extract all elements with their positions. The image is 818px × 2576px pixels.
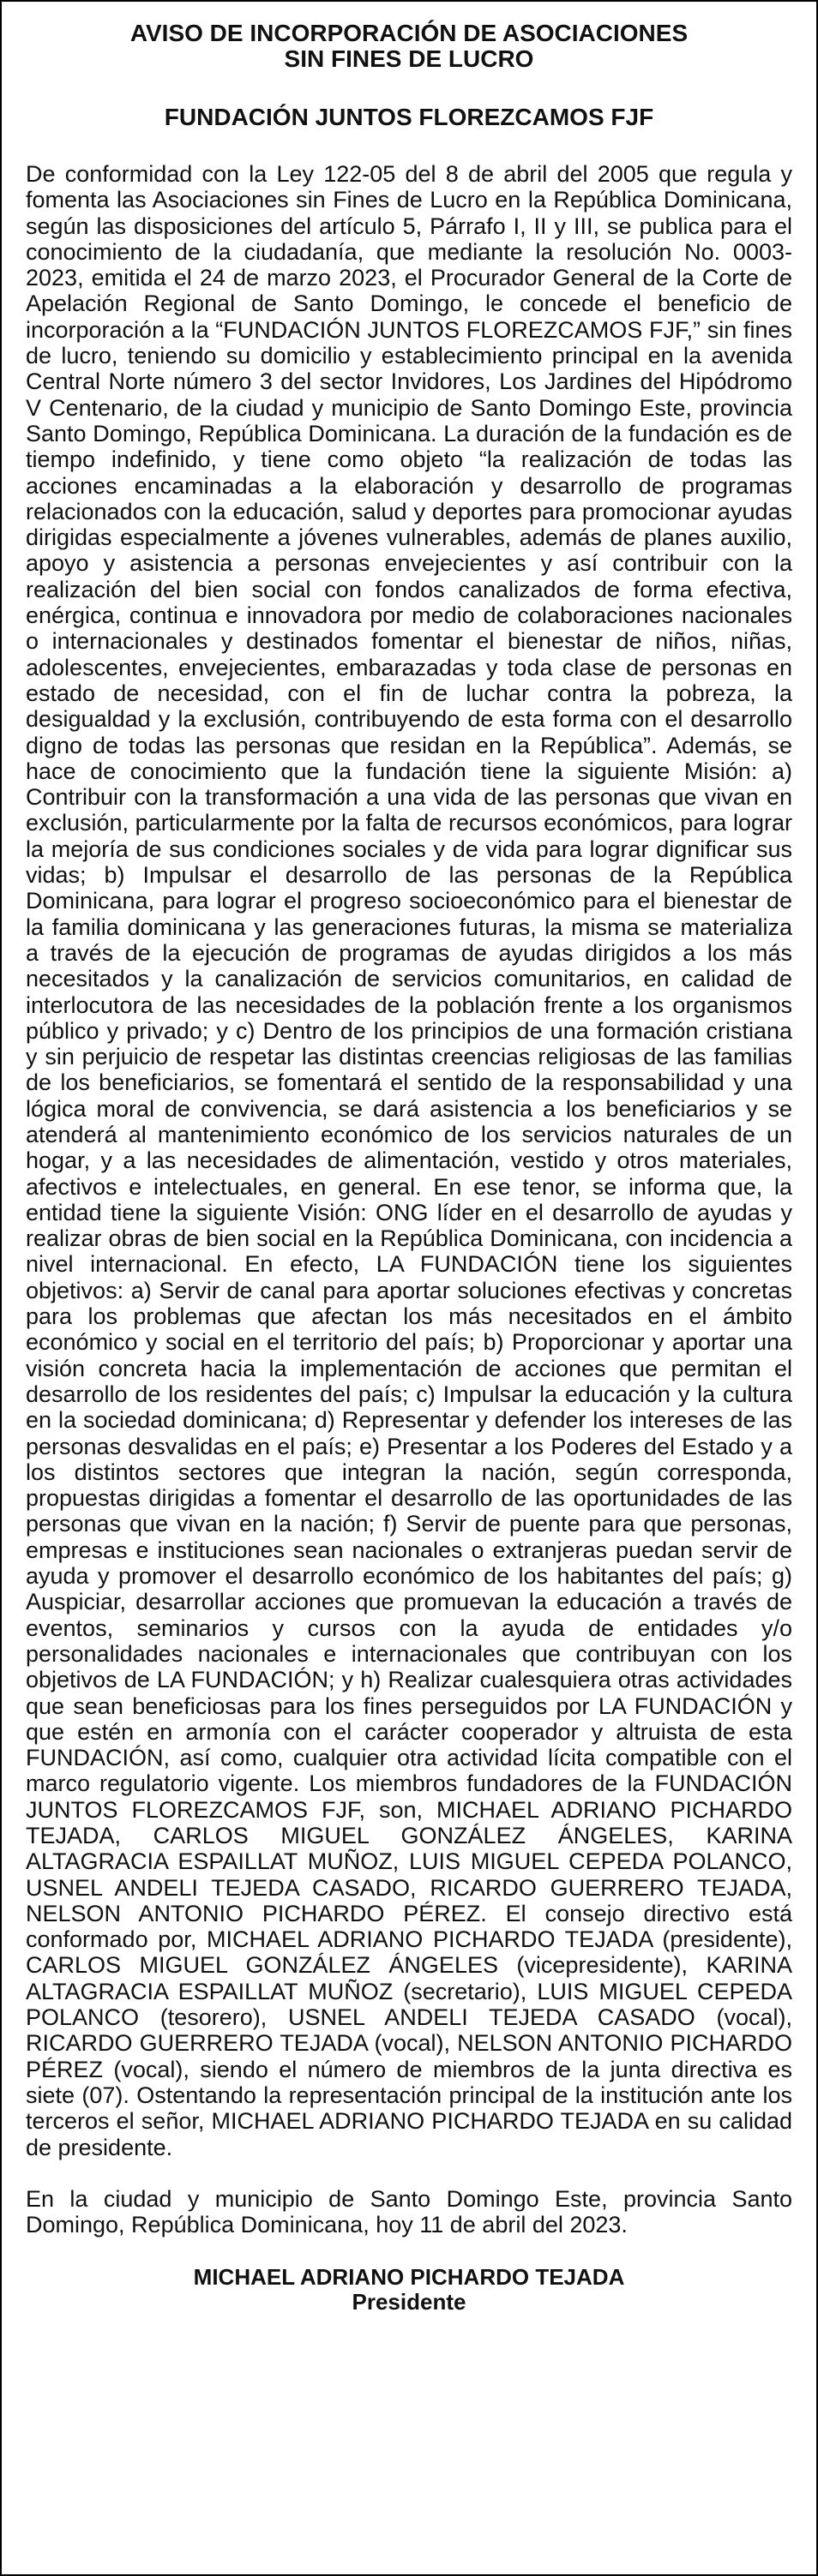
- closing-statement: En la ciudad y municipio de Santo Domingo Este, provincia Santo Domingo, República Dominicana, hoy 11 de abril del 2023.: [26, 2185, 792, 2238]
- notice-heading: [26, 21, 792, 72]
- signatory-name: MICHAEL ADRIANO PICHARDO TEJADA: [193, 2264, 625, 2291]
- heading-line-2: SIN FINES DE LUCRO: [284, 45, 534, 72]
- heading-line-1: AVISO DE INCORPORACIÓN DE ASOCIACIONES: [129, 20, 689, 46]
- foundation-name: FUNDACIÓN JUNTOS FLOREZCAMOS FJF: [164, 104, 654, 130]
- notice-body: De conformidad con la Ley 122-05 del 8 de abril del 2005 que regula y fomenta las Asociaciones sin Fines de Lucro en la República Dominicana, según las disposiciones del artículo 5, Párrafo I, II y III, se publica para el conocimiento de la ciudadanía, que mediante la resolución No. 0003-2023, emitida el 24 de marzo 2023, el Procurador General de la Corte de Apelación Regional de Santo Domingo, le concede el beneficio de incorporación a la “FUNDACIÓN JUNTOS FLOREZCAMOS FJF,” sin fines de lucro, teniendo su domicilio y establecimiento principal en la avenida Central Norte número 3 del sector Invidores, Los Jardines del Hipódromo V Centenario, de la ciudad y municipio de Santo Domingo Este, provincia Santo Domingo, República Dominicana. La duración de la fundación es de tiempo indefinido, y tiene como objeto “la realización de todas las acciones encaminadas a la elaboración y desarrollo de programas relacionados con la educación, salud y deportes para promocionar ayudas dirigidas especialmente a jóvenes vulnerables, además de planes auxilio, apoyo y asistencia a personas envejecientes y así contribuir con la realización del bien social con fondos canalizados de forma efectiva, enérgica, continua e innovadora por medio de colaboraciones nacionales o internacionales y destinados fomentar el bienestar de niños, niñas, adolescentes, envejecientes, embarazadas y toda clase de personas en estado de necesidad, con el fin de luchar contra la pobreza, la desigualdad y la exclusión, contribuyendo de esta forma con el desarrollo digno de todas las personas que residan en la República”. Además, se hace de conocimiento que la fundación tiene la siguiente Misión: a) Contribuir con la transformación a una vida de las personas que vivan en exclusión, particularmente por la falta de recursos económicos, para lograr la mejoría de sus condiciones sociales y de vida para lograr dignificar sus vidas; b) Impulsar el desarrollo de las personas de la República Dominicana, para lograr el progreso socioeconómico para el bienestar de la familia dominicana y las generaciones futuras, la misma se materializa a través de la ejecución de programas de ayudas dirigidos a los más necesitados y la canalización de servicios comunitarios, en calidad de interlocutora de las necesidades de la población frente a los organismos público y privado; y c) Dentro de los principios de una formación cristiana y sin perjuicio de respetar las distintas creencias religiosas de las familias de los beneficiarios, se fomentará el sentido de la responsabilidad y una lógica moral de convivencia, se dará asistencia a los beneficiarios y se atenderá al mantenimiento económico de los servicios naturales de un hogar, y a las necesidades de alimentación, vestido y otros materiales, afectivos e intelectuales, en general. En ese tenor, se informa que, la entidad tiene la siguiente Visión: ONG líder en el desarrollo de ayudas y realizar obras de bien social en la República Dominicana, con incidencia a nivel internacional. En efecto, LA FUNDACIÓN tiene los siguientes objetivos: a) Servir de canal para aportar soluciones efectivas y concretas para los problemas que afectan los más necesitados en el ámbito económico y social en el territorio del país; b) Proporcionar y aportar una visión concreta hacia la implementación de acciones que permitan el desarrollo de los residentes del país; c) Impulsar la educación y la cultura en la sociedad dominicana; d) Representar y defender los intereses de las personas desvalidas en el país; e) Presentar a los Poderes del Estado y a los distintos sectores que integran la nación, según corresponda, propuestas dirigidas a fomentar el desarrollo de las oportunidades de las personas que vivan en la nación; f) Servir de puente para que personas, empresas e instituciones sean nacionales o extranjeras puedan servir de ayuda y promover el desarrollo económico de los habitantes del país; g) Auspiciar, desarrollar acciones que promuevan la educación a través de eventos, seminarios y cursos con la ayuda de entidades y/o personalidades nacionales e internacionales que contribuyan con los objetivos de LA FUNDACIÓN; y h) Realizar cualesquiera otras actividades que sean beneficiosas para los fines perseguidos por LA FUNDACIÓN y que estén en armonía con el carácter cooperador y altruista de esta FUNDACIÓN, así como, cualquier otra actividad lícita compatible con el marco regulatorio vigente. Los miembros fundadores de la FUNDACIÓN JUNTOS FLOREZCAMOS FJF, son, MICHAEL ADRIANO PICHARDO TEJADA, CARLOS MIGUEL GONZÁLEZ ÁNGELES, KARINA ALTAGRACIA ESPAILLAT MUÑOZ, LUIS MIGUEL CEPEDA POLANCO, USNEL ANDELI TEJEDA CASADO, RICARDO GUERRERO TEJADA, NELSON ANTONIO PICHARDO PÉREZ. El consejo directivo está conformado por, MICHAEL ADRIANO PICHARDO TEJADA (presidente), CARLOS MIGUEL GONZÁLEZ ÁNGELES (vicepresidente), KARINA ALTAGRACIA ESPAILLAT MUÑOZ (secretario), LUIS MIGUEL CEPEDA POLANCO (tesorero), USNEL ANDELI TEJEDA CASADO (vocal), RICARDO GUERRERO TEJADA (vocal), NELSON ANTONIO PICHARDO PÉREZ (vocal), siendo el número de miembros de la junta directiva es siete (07). Ostentando la representación principal de la institución ante los terceros el señor, MICHAEL ADRIANO PICHARDO TEJADA en su calidad de presidente.: [26, 161, 792, 2160]
- signatory-role: Presidente: [352, 2289, 466, 2315]
- signature-block: [26, 2265, 792, 2315]
